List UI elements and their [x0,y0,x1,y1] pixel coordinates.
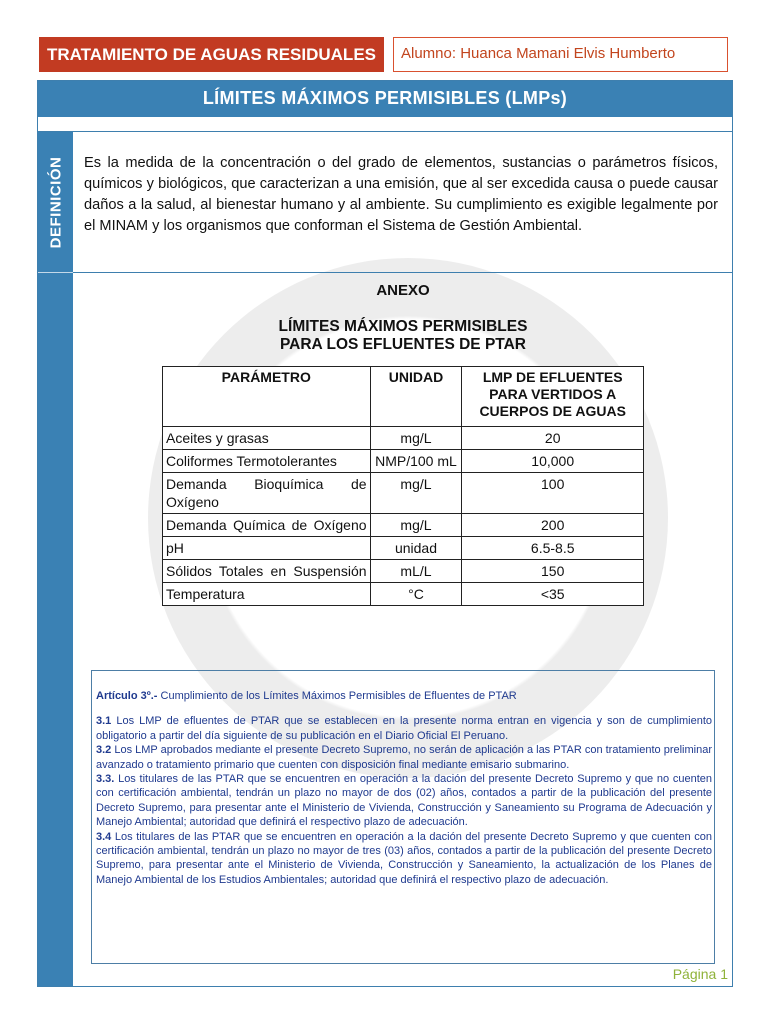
cell-parameter: Demanda Química de Oxígeno [163,514,371,537]
article-heading [96,689,712,703]
table-row [163,560,644,583]
header-parameter: PARÁMETRO [163,367,371,427]
cell-unit: °C [370,583,462,606]
table-row [163,537,644,560]
article-item [96,714,712,743]
row-divider [73,272,732,273]
cell-value: 10,000 [462,450,644,473]
article-item-text: Los titulares de las PTAR que se encuentren en operación a la dación del presente Decreto Supremo y que no cuenten con certificación ambiental, tendrán un plazo no mayor de dos (02) años, contados a partir de la publicación del presente Decreto Supremo, para presentar ante el Ministerio de Vivienda, Construcción y Saneamiento su Programa de Adecuación y Manejo Ambiental; autoridad que definirá el respectivo plazo de adecuación. [96,773,712,829]
article-item-number: 3.1 [96,715,112,728]
cell-parameter: Coliformes Termotolerantes [163,450,371,473]
page-number: Página 1 [672,966,728,982]
sidebar-divider [38,272,73,273]
table-row [163,583,644,606]
article-box [91,670,715,964]
table-row [163,427,644,450]
article-item-number: 3.4 [96,830,112,843]
definition-label-text: DEFINICIÓN [47,156,65,248]
annex-subtitle [73,318,733,354]
article-item [96,772,712,830]
cell-unit: NMP/100 mL [370,450,462,473]
cell-value: 200 [462,514,644,537]
cell-unit: mg/L [370,473,462,514]
cell-parameter: Aceites y grasas [163,427,371,450]
cell-value: 6.5-8.5 [462,537,644,560]
table-row [163,473,644,514]
article-number: Artículo 3º.- [96,690,158,702]
annex-subtitle-line2: PARA LOS EFLUENTES DE PTAR [279,336,526,353]
cell-parameter: Temperatura [163,583,371,606]
definition-text: Es la medida de la concentración o del grado de elementos, sustancias o parámetros físicos, químicos y biológicos, que caracterizan a una emisión, que al ser excedida causa o puede causar daños a la salud, al bienestar humano y al ambiente. Su cumplimiento es exigible legalmente por el MINAM y los organismos que conforman el Sistema de Gestión Ambiental. [84,155,718,234]
cell-unit: mg/L [370,514,462,537]
course-title: TRATAMIENTO DE AGUAS RESIDUALES [39,37,384,72]
annex-title: ANEXO [376,282,430,299]
header-lmp: LMP DE EFLUENTES PARA VERTIDOS A CUERPOS DE AGUAS [462,367,644,427]
cell-value: 20 [462,427,644,450]
cell-unit: mg/L [370,427,462,450]
section-title: LÍMITES MÁXIMOS PERMISIBLES (LMPs) [38,81,732,117]
definition-label [38,132,73,272]
student-name: Alumno: Huanca Mamani Elvis Humberto [393,37,728,72]
cell-parameter: Demanda Bioquímica de Oxígeno [163,473,371,514]
cell-parameter: pH [163,537,371,560]
header-unit: UNIDAD [370,367,462,427]
lmp-table [162,366,644,606]
cell-value: 150 [462,560,644,583]
cell-parameter: Sólidos Totales en Suspensión [163,560,371,583]
article-item-text: Los titulares de las PTAR que se encuentren en operación a la dación del presente Decreto Supremo y que cuenten con certificación ambiental, tendrán un plazo no mayor de tres (03) años, contados a partir de la publicación del presente Decreto Supremo, para presentar ante el Ministerio de Vivienda, Construcción y Saneamiento, la actualización de los Planes de Manejo Ambiental de los Estudios Ambientales; autoridad que definirá el respectivo plazo de adecuación. [96,830,712,886]
spacer-row [38,117,732,132]
annex-subtitle-line1: LÍMITES MÁXIMOS PERMISIBLES [278,318,528,335]
cell-value: <35 [462,583,644,606]
cell-value: 100 [462,473,644,514]
article-item-number: 3.2 [96,744,112,757]
table-row [163,450,644,473]
table-row [163,514,644,537]
article-item-number: 3.3. [96,773,115,786]
article-item-text: Los LMP de efluentes de PTAR que se establecen en la presente norma entran en vigencia y son de cumplimiento obligatorio a partir del día siguiente de su publicación en el Diario Oficial El Peruano. [96,715,712,742]
article-item-text: Los LMP aprobados mediante el presente Decreto Supremo, no serán de aplicación a las PTAR con tratamiento preliminar avanzado o tratamiento primario que cuenten con disposición final mediante emisario submarino. [96,744,712,771]
article-item [96,830,712,888]
table-header-row [163,367,644,427]
article-item [96,743,712,772]
cell-unit: mL/L [370,560,462,583]
article-heading-text: Cumplimiento de los Límites Máximos Permisibles de Efluentes de PTAR [157,690,517,702]
cell-unit: unidad [370,537,462,560]
